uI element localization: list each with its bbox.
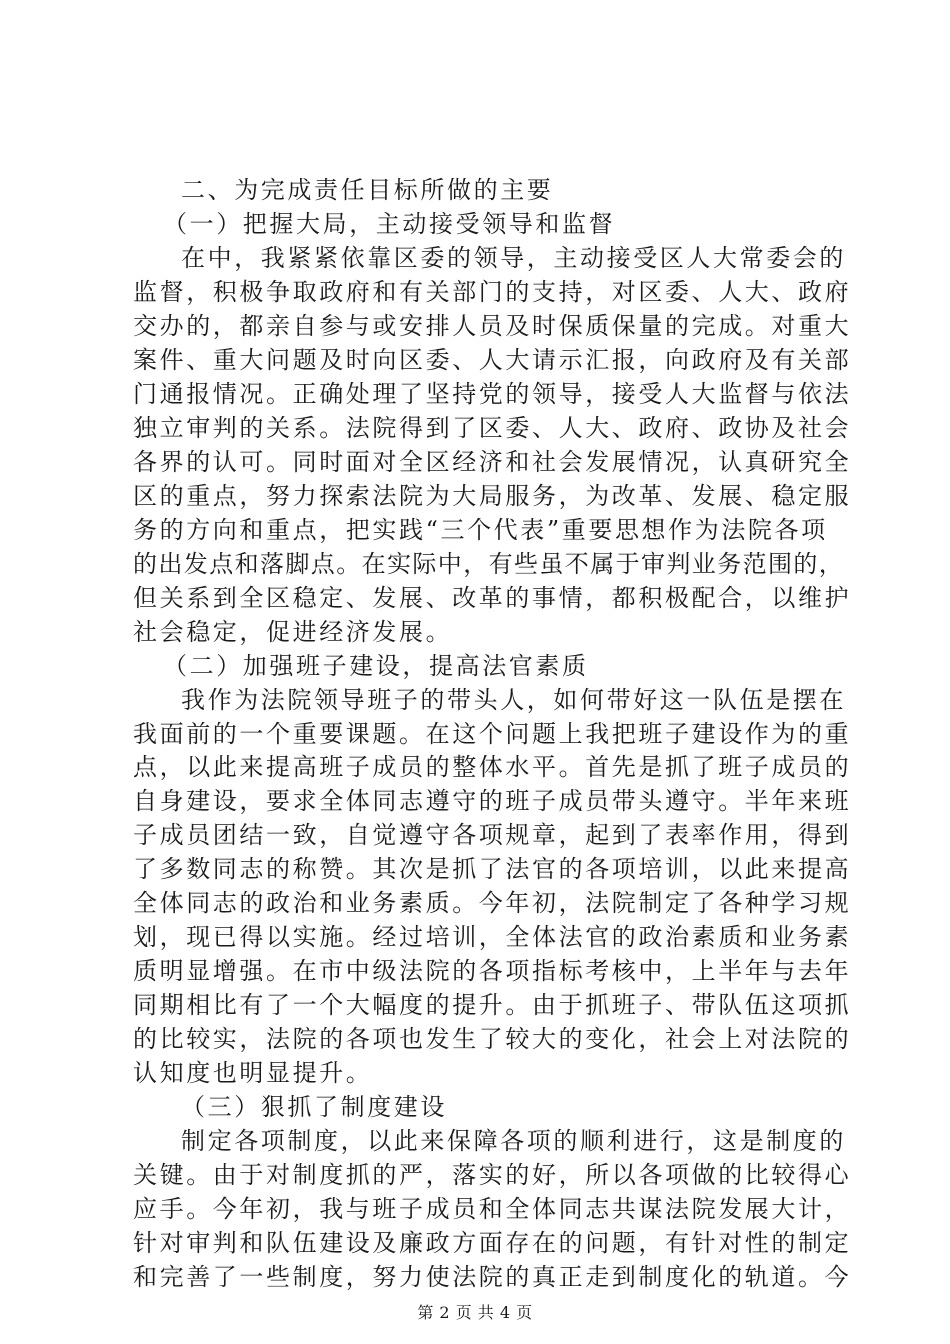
paragraph-line: 但关系到全区稳定、发展、改革的事情，都积极配合，以维护 — [133, 583, 852, 612]
paragraph-line: 和完善了一些制度，努力使法院的真正走到制度化的轨道。今 — [133, 1263, 852, 1291]
paragraph-line: 监督，积极争取政府和有关部门的支持，对区委、人大、政府 — [133, 277, 852, 306]
paragraph-line: 门通报情况。正确处理了坚持党的领导，接受人大监督与依法 — [133, 379, 852, 408]
paragraph-line: 的比较实，法院的各项也发生了较大的变化，社会上对法院的 — [133, 1025, 852, 1054]
paragraph-line: 认知度也明显提升。 — [133, 1059, 373, 1088]
paragraph-line: 应手。今年初，我与班子成员和全体同志共谋法院发展大计， — [133, 1195, 852, 1224]
paragraph-line: 自身建设，要求全体同志遵守的班子成员带头遵守。半年来班 — [133, 787, 852, 816]
paragraph-line: 区的重点，努力探索法院为大局服务，为改革、发展、稳定服 — [133, 481, 852, 510]
paragraph-line: 案件、重大问题及时向区委、人大请示汇报，向政府及有关部 — [133, 345, 852, 374]
paragraph-line: 在中，我紧紧依靠区委的领导，主动接受区人大常委会的 — [181, 243, 846, 272]
paragraph-line: 质明显增强。在市中级法院的各项指标考核中，上半年与去年 — [133, 957, 852, 986]
paragraph-line: 我面前的一个重要课题。在这个问题上我把班子建设作为的重 — [133, 719, 852, 748]
subsection-heading: （三）狠抓了制度建设 — [181, 1093, 447, 1122]
page-number-footer: 第 2 页 共 4 页 — [417, 1303, 533, 1322]
subsection-heading: （一）把握大局，主动接受领导和监督 — [163, 209, 616, 238]
subsection-heading: （二）加强班子建设，提高法官素质 — [163, 651, 589, 680]
paragraph-line: 针对审判和队伍建设及廉政方面存在的问题，有针对性的制定 — [133, 1229, 852, 1258]
paragraph-line: 点，以此来提高班子成员的整体水平。首先是抓了班子成员的 — [133, 753, 852, 782]
paragraph-line: 各界的认可。同时面对全区经济和社会发展情况，认真研究全 — [133, 447, 852, 476]
paragraph-line: 全体同志的政治和业务素质。今年初，法院制定了各种学习规 — [133, 889, 852, 918]
paragraph-line: 社会稳定，促进经济发展。 — [133, 617, 453, 646]
paragraph-line: 了多数同志的称赞。其次是抓了法官的各项培训，以此来提高 — [133, 855, 852, 884]
section-heading: 二、为完成责任目标所做的主要 — [181, 176, 554, 204]
paragraph-line: 划，现已得以实施。经过培训，全体法官的政治素质和业务素 — [133, 923, 852, 952]
paragraph-line: 独立审判的关系。法院得到了区委、人大、政府、政协及社会 — [133, 413, 852, 442]
paragraph-line: 制定各项制度，以此来保障各项的顺利进行，这是制度的 — [181, 1127, 846, 1156]
paragraph-line: 我作为法院领导班子的带头人，如何带好这一队伍是摆在 — [181, 685, 846, 714]
paragraph-line: 的出发点和落脚点。在实际中，有些虽不属于审判业务范围的， — [133, 549, 845, 578]
paragraph-line: 交办的，都亲自参与或安排人员及时保质保量的完成。对重大 — [133, 311, 852, 340]
paragraph-line: 子成员团结一致，自觉遵守各项规章，起到了表率作用，得到 — [133, 821, 852, 850]
paragraph-line: 务的方向和重点，把实践“三个代表”重要思想作为法院各项 — [133, 515, 828, 544]
paragraph-line: 关键。由于对制度抓的严，落实的好，所以各项做的比较得心 — [133, 1161, 852, 1190]
paragraph-line: 同期相比有了一个大幅度的提升。由于抓班子、带队伍这项抓 — [133, 991, 852, 1020]
